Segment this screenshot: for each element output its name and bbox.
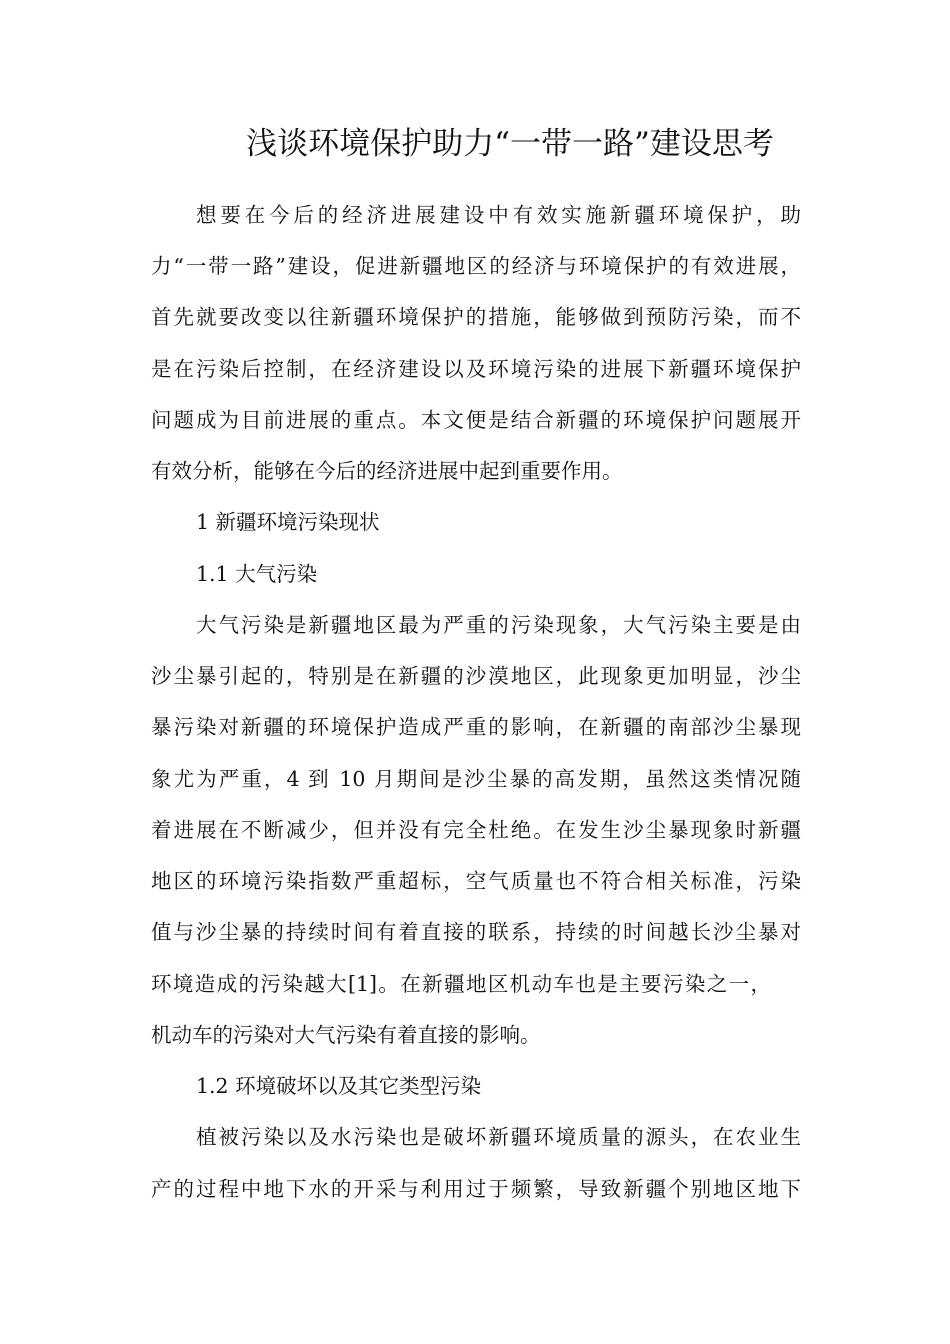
paragraph-line: 大气污染是新疆地区最为严重的污染现象，大气污染主要是由: [196, 613, 801, 637]
paragraph-line: 是在污染后控制，在经济建设以及环境污染的进展下新疆环境保护: [151, 357, 801, 381]
subsection-heading: 1.1 大气污染: [196, 562, 318, 586]
paragraph-line: 象尤为严重，4 到 10 月期间是沙尘暴的高发期，虽然这类情况随: [151, 767, 801, 791]
paragraph-line: 问题成为目前进展的重点。本文便是结合新疆的环境保护问题展开: [151, 408, 801, 432]
paragraph-line: 地区的环境污染指数严重超标，空气质量也不符合相关标准，污染: [151, 869, 801, 893]
section-heading: 1 新疆环境污染现状: [196, 510, 380, 534]
document-title: 浅谈环境保护助力“一带一路”建设思考: [246, 126, 774, 162]
subsection-heading: 1.2 环境破坏以及其它类型污染: [196, 1074, 482, 1098]
paragraph-line: 环境造成的污染越大[1]。在新疆地区机动车也是主要污染之一，: [151, 972, 771, 996]
paragraph-line: 想要在今后的经济进展建设中有效实施新疆环境保护，助: [196, 203, 801, 227]
paragraph-line: 值与沙尘暴的持续时间有着直接的联系，持续的时间越长沙尘暴对: [151, 920, 801, 944]
paragraph-line: 沙尘暴引起的，特别是在新疆的沙漠地区，此现象更加明显，沙尘: [151, 664, 801, 688]
paragraph-line: 暴污染对新疆的环境保护造成严重的影响，在新疆的南部沙尘暴现: [151, 715, 801, 739]
paragraph-line: 着进展在不断减少，但并没有完全杜绝。在发生沙尘暴现象时新疆: [151, 818, 801, 842]
paragraph-line: 植被污染以及水污染也是破坏新疆环境质量的源头，在农业生: [196, 1125, 801, 1149]
paragraph-line: 机动车的污染对大气污染有着直接的影响。: [151, 1023, 541, 1047]
paragraph-line: 有效分析，能够在今后的经济进展中起到重要作用。: [151, 459, 623, 483]
paragraph-line: 首先就要改变以往新疆环境保护的措施，能够做到预防污染，而不: [151, 305, 801, 329]
paragraph-line: 产的过程中地下水的开采与利用过于频繁，导致新疆个别地区地下: [151, 1177, 801, 1201]
paragraph-line: 力“一带一路”建设，促进新疆地区的经济与环境保护的有效进展，: [151, 254, 801, 278]
